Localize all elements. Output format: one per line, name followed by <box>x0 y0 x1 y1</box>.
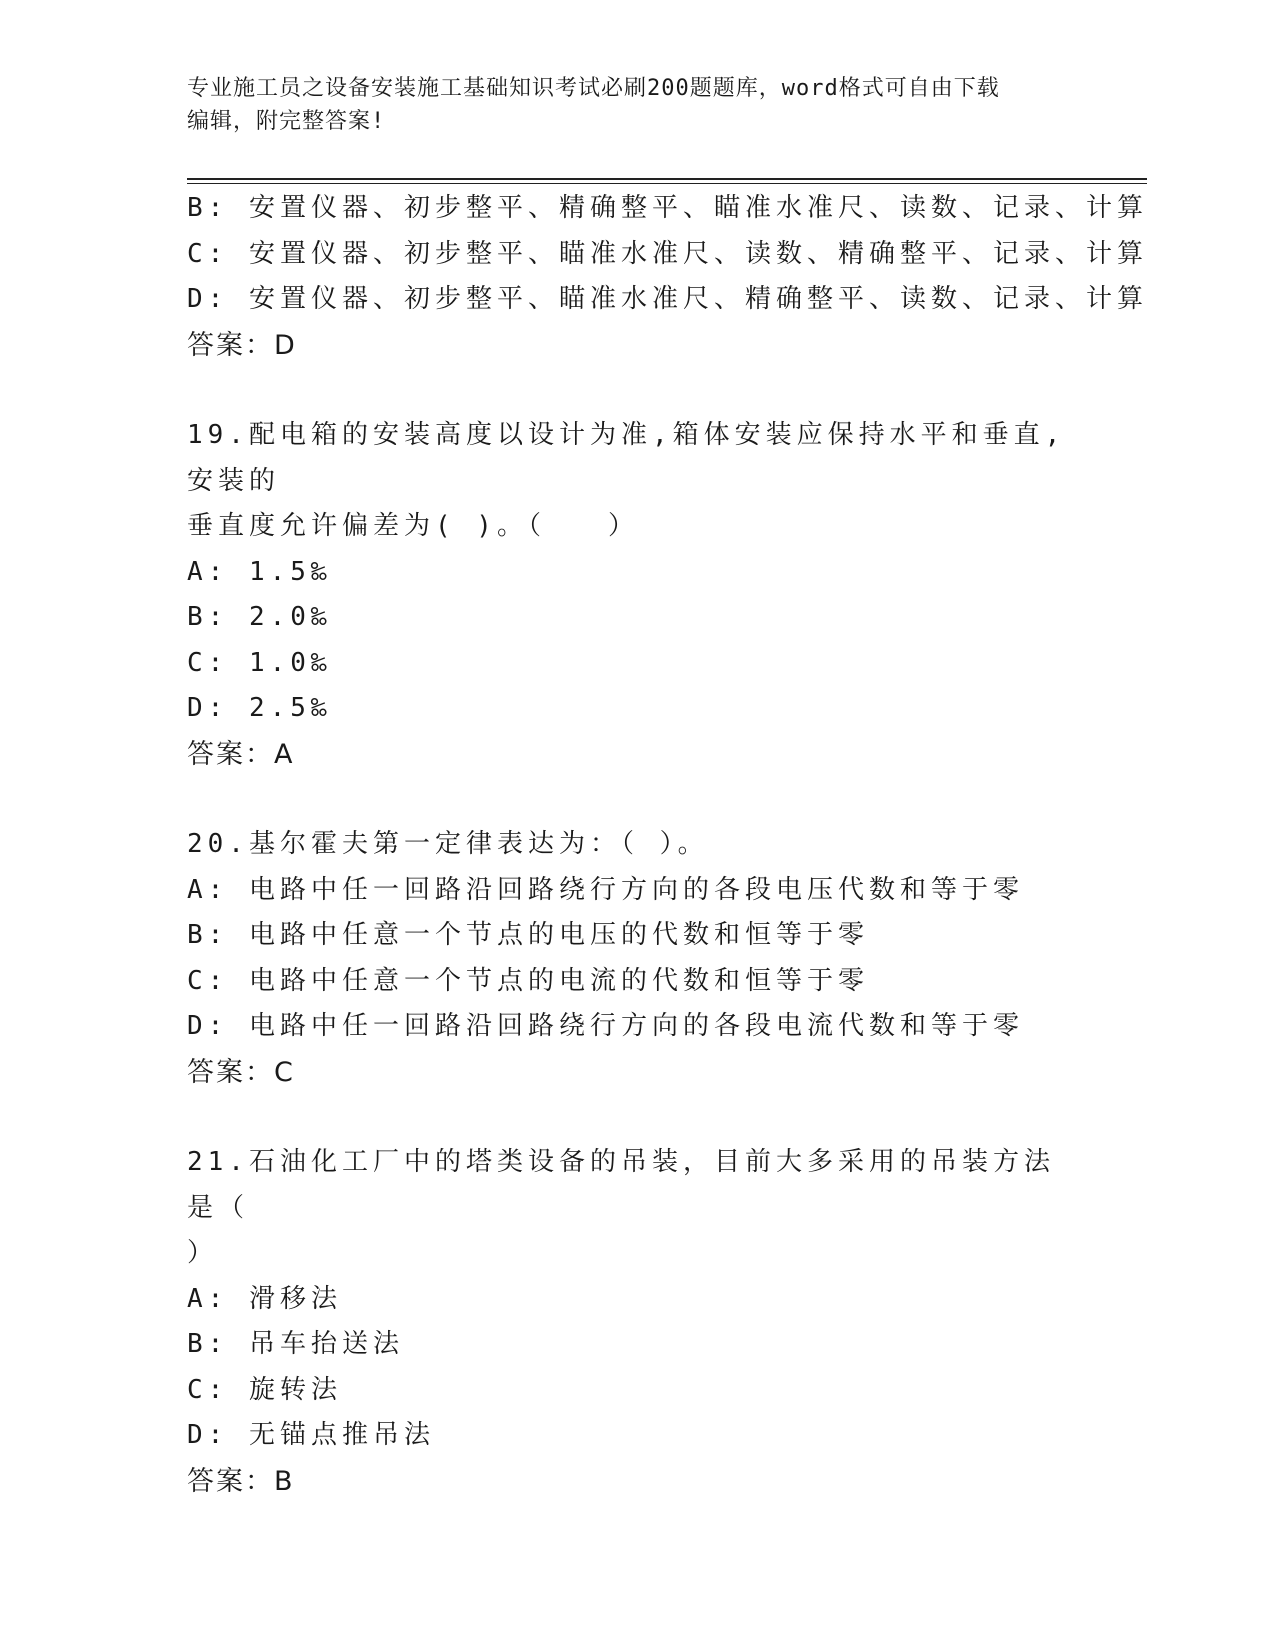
option-c: C: 安置仪器、初步整平、瞄准水准尺、读数、精确整平、记录、计算 <box>187 238 1148 269</box>
document-header <box>187 72 1067 138</box>
option-b: B: 安置仪器、初步整平、精确整平、瞄准水准尺、读数、记录、计算 <box>187 193 1148 223</box>
answer-label: 答案：D <box>187 329 297 361</box>
option-d: D: 电路中任一回路沿回路绕行方向的各段电流代数和等于零 <box>187 1011 1024 1041</box>
spacer <box>187 1095 1087 1140</box>
question-21 <box>187 1140 1087 1504</box>
question-list <box>187 186 1148 1504</box>
header-title-line-2: 编辑，附完整答案! <box>187 109 386 134</box>
option-d: D: 2.5‰ <box>187 693 332 723</box>
option-b: B: 2.0‰ <box>187 602 332 632</box>
option-b: B: 电路中任意一个节点的电压的代数和恒等于零 <box>187 920 869 950</box>
answer-label: 答案：C <box>187 1056 295 1088</box>
spacer <box>187 368 1087 413</box>
option-a: A: 滑移法 <box>187 1283 342 1314</box>
question-stem: 21.石油化工厂中的塔类设备的吊装，目前大多采用的吊装方法是（ <box>187 1147 1055 1223</box>
question-stem: 19.配电箱的安装高度以设计为准,箱体安装应保持水平和垂直,安装的 <box>187 420 1066 496</box>
question-stem-continued: ） <box>187 1238 219 1268</box>
question-stem: 20.基尔霍夫第一定律表达为：（ ）。 <box>187 829 709 859</box>
option-a: A: 电路中任一回路沿回路绕行方向的各段电压代数和等于零 <box>187 874 1024 905</box>
option-d: D: 安置仪器、初步整平、瞄准水准尺、精确整平、读数、记录、计算 <box>187 284 1148 314</box>
answer-label: 答案：A <box>187 738 295 770</box>
option-c: C: 电路中任意一个节点的电流的代数和恒等于零 <box>187 965 869 996</box>
question-18-tail <box>187 186 1148 368</box>
header-title-line-1: 专业施工员之设备安装施工基础知识考试必刷200题题库，word格式可自由下载 <box>187 76 1000 101</box>
header-divider <box>187 178 1147 184</box>
option-a: A: 1.5‰ <box>187 556 332 587</box>
question-stem-continued: 垂直度允许偏差为( )。（ ） <box>187 511 639 541</box>
question-20 <box>187 822 1087 1095</box>
spacer <box>187 777 1087 822</box>
option-b: B: 吊车抬送法 <box>187 1329 404 1359</box>
option-c: C: 旋转法 <box>187 1374 342 1405</box>
question-19 <box>187 413 1087 777</box>
option-d: D: 无锚点推吊法 <box>187 1420 435 1450</box>
answer-label: 答案：B <box>187 1465 295 1497</box>
option-c: C: 1.0‰ <box>187 647 332 678</box>
